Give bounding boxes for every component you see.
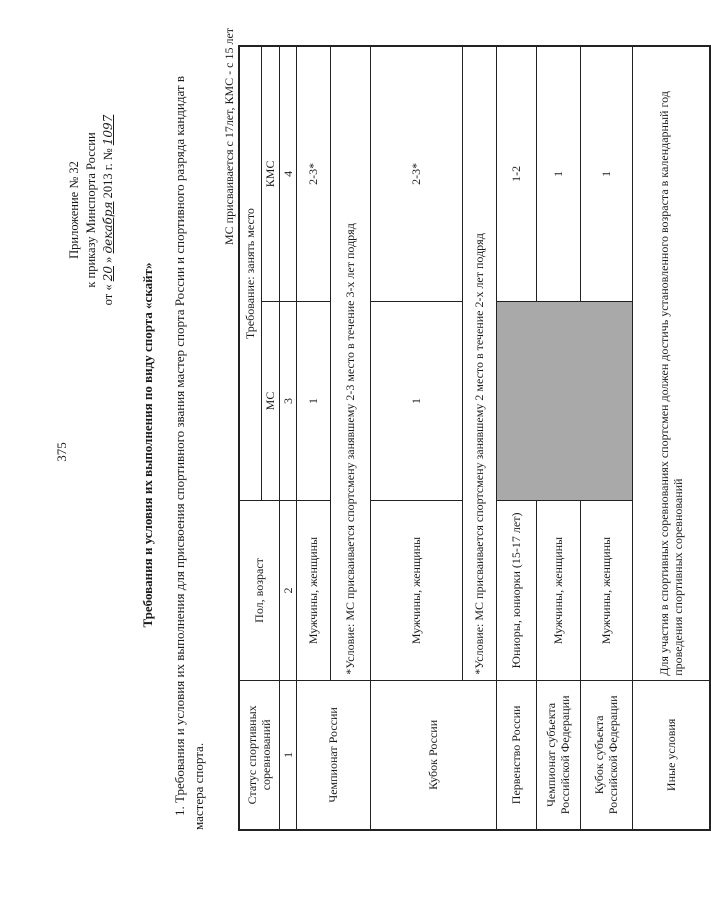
table-row xyxy=(496,46,536,830)
status-cell: Чемпионат России xyxy=(296,680,370,830)
header-requirement: Требование: занять место xyxy=(239,46,261,501)
gender-cell: Мужчины, женщины xyxy=(580,501,632,681)
kms-cell: 1-2 xyxy=(496,46,536,301)
condition-cell: *Условие: МС присваивается спортсмену занявшему 2-3 место в течение 3-х лет подряд xyxy=(330,46,370,680)
header-status: Статус спортивных соревнований xyxy=(239,680,279,830)
requirements-table xyxy=(238,45,711,831)
status-cell: Кубок субъекта Российской Федерации xyxy=(580,680,632,830)
header-ms: МС xyxy=(261,301,279,500)
page-number: 375 xyxy=(54,442,69,462)
kms-cell: 2-3* xyxy=(296,46,330,301)
header-kms: КМС xyxy=(261,46,279,301)
col-number: 1 xyxy=(279,680,296,830)
order-number: 1097 xyxy=(101,114,115,146)
order-day: 20 xyxy=(101,265,115,282)
date-prefix: от « xyxy=(101,284,115,306)
col-number: 4 xyxy=(279,46,296,301)
col-number: 3 xyxy=(279,301,296,500)
document-title: Требования и условия их выполнения по виду спорта «скайт» xyxy=(140,262,155,628)
condition-cell: *Условие: МС присваивается спортсмену занявшему 2 место в течение 2-х лет подряд xyxy=(462,46,496,680)
ms-cell: 1 xyxy=(296,301,330,500)
intro-paragraph: 1. Требования и условия их выполнения для присвоения спортивного звания мастер спорта России и спортивного разряда кандидат в мастера спорта. xyxy=(172,76,206,830)
table-row xyxy=(296,46,330,830)
status-cell: Первенство России xyxy=(496,680,536,830)
date-year: 2013 г. № xyxy=(101,148,115,199)
gender-cell: Мужчины, женщины xyxy=(536,501,580,681)
ms-cell: 1 xyxy=(370,301,462,500)
order-label: к приказу Минспорта России xyxy=(84,132,98,288)
numbering-row xyxy=(279,46,296,830)
gender-cell: Мужчины, женщины xyxy=(296,501,330,681)
gender-cell: Юниоры, юниорки (15-17 лет) xyxy=(496,501,536,681)
gender-cell: Мужчины, женщины xyxy=(370,501,462,681)
status-cell: Чемпионат субъекта Российской Федерации xyxy=(536,680,580,830)
status-cell: Кубок России xyxy=(370,680,496,830)
table-row xyxy=(632,46,710,830)
other-conditions-text: Для участия в спортивных соревнованиях спортсмен должен достичь установленного возраста в календарный год проведения спортивных соревнований xyxy=(632,46,710,680)
kms-cell: 1 xyxy=(536,46,580,301)
kms-cell: 2-3* xyxy=(370,46,462,301)
order-date-line xyxy=(100,75,117,345)
approval-block xyxy=(66,75,117,345)
header-gender-age: Пол, возраст xyxy=(239,501,279,681)
appendix-label: Приложение № 32 xyxy=(67,161,81,259)
header-row xyxy=(239,46,261,830)
table-row xyxy=(370,46,462,830)
order-month: декабря xyxy=(101,201,115,254)
status-cell: Иные условия xyxy=(632,680,710,830)
age-note: МС присваивается с 17лет, КМС - с 15 лет xyxy=(222,27,236,245)
date-day-suffix: » xyxy=(101,256,115,263)
ms-shaded-cell xyxy=(496,301,632,500)
col-number: 2 xyxy=(279,501,296,681)
kms-cell: 1 xyxy=(580,46,632,301)
